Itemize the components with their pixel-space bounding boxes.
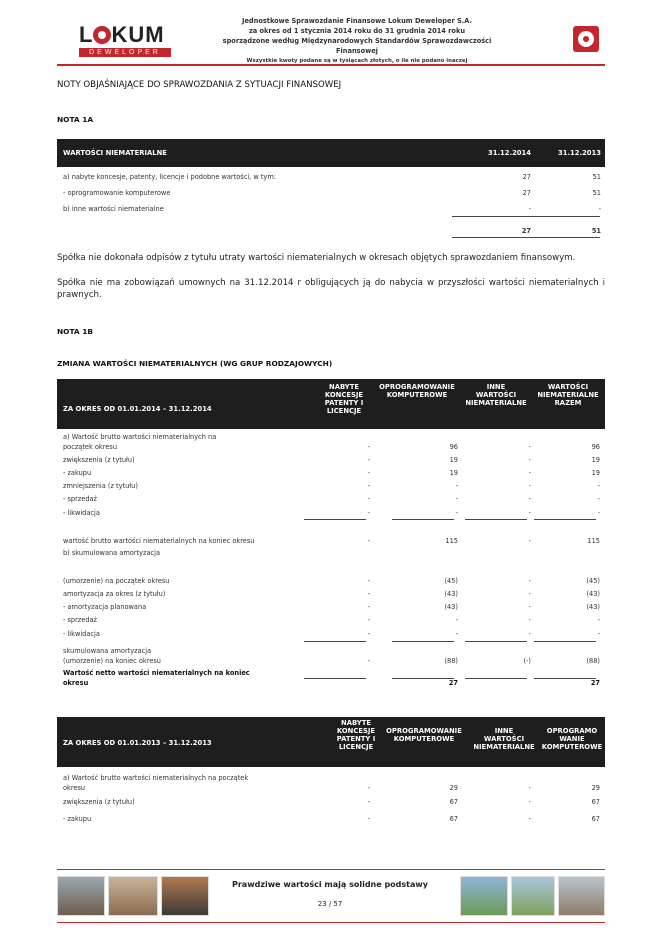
table-row: - oprogramowanie komputerowe 27 51 — [63, 189, 601, 197]
table-cell: - — [367, 537, 370, 545]
nota-1a-paragraph-2: Spółka nie ma zobowiązań umownych na 31.12.2014 r obligujących ją do nabycia w przyszłości wartości niematerialnych i prawnych. — [57, 278, 605, 300]
row-label: b) skumulowana amortyzacja — [63, 549, 160, 557]
table-cell: 19 — [449, 456, 458, 464]
table-cell: 67 — [449, 815, 458, 823]
table-cell: - — [367, 798, 370, 806]
row-label: a) Wartość brutto wartości niematerialnych na początek okresu — [63, 433, 217, 451]
table-cell: - — [528, 469, 531, 477]
row-label: - sprzedaż — [63, 495, 98, 503]
row-label: Wartość netto wartości niematerialnych na koniec okresu — [63, 669, 250, 687]
col-inne: INNE WARTOŚCI NIEMATERIALNE — [473, 727, 535, 751]
row-label: - likwidacja — [63, 509, 100, 517]
table-cell: 19 — [591, 456, 600, 464]
row-label: amortyzacja za okres (z tytułu) — [63, 590, 166, 598]
table-cell: 115 — [587, 537, 600, 545]
footer-photo — [161, 876, 209, 916]
table-cell: - — [528, 590, 531, 598]
row-label: (umorzenie) na początek okresu — [63, 577, 170, 585]
total-double-underline — [452, 237, 600, 238]
column-underline — [465, 641, 527, 642]
logo-o-icon — [93, 26, 111, 44]
table-cell: - — [528, 443, 531, 451]
period-2014: ZA OKRES OD 01.01.2014 – 31.12.2014 — [63, 405, 212, 413]
table-cell: (88) — [444, 657, 458, 665]
table-cell: 115 — [445, 537, 458, 545]
column-underline — [534, 519, 596, 520]
col-label: WARTOŚCI NIEMATERIALNE — [63, 149, 167, 157]
row-label: - amortyzacja planowana — [63, 603, 147, 611]
table-cell: - — [367, 495, 370, 503]
row-label: - sprzedaż — [63, 616, 98, 624]
table-cell: - — [528, 603, 531, 611]
row-label: - zakupu — [63, 469, 92, 477]
row-label: skumulowana amortyzacja (umorzenie) na koniec okresu — [63, 647, 161, 665]
table-cell: - — [597, 630, 600, 638]
company-logo — [79, 24, 179, 62]
column-underline — [392, 678, 454, 679]
table-cell: (43) — [444, 603, 458, 611]
table-cell: - — [528, 482, 531, 490]
header-text — [207, 16, 507, 66]
col-inne: INNE WARTOŚCI NIEMATERIALNE — [465, 383, 527, 407]
logo-subtitle: DEWELOPER — [79, 48, 171, 57]
header-line-1: Jednostkowe Sprawozdanie Finansowe Lokum Deweloper S.A. — [242, 17, 472, 25]
table-row: a) nabyte koncesje, patenty, licencje i podobne wartości, w tym: 27 51 — [63, 173, 601, 181]
table-cell: - — [367, 482, 370, 490]
col-licencje: NABYTE KONCESJE PATENTY I LICENCJE — [336, 719, 376, 751]
table-cell: 29 — [449, 784, 458, 792]
total-row: 27 51 — [521, 227, 601, 235]
footer-photo — [108, 876, 158, 916]
total-underline — [452, 216, 600, 217]
column-underline — [392, 641, 454, 642]
table-cell: - — [455, 630, 458, 638]
row-label: - likwidacja — [63, 630, 100, 638]
table-cell: (43) — [444, 590, 458, 598]
page-number: 23 / 57 — [317, 900, 343, 908]
table-cell: (45) — [444, 577, 458, 585]
table-cell: - — [367, 603, 370, 611]
table-cell: - — [367, 577, 370, 585]
table-cell: (-) — [523, 657, 531, 665]
period-2013: ZA OKRES OD 01.01.2013 – 31.12.2013 — [63, 739, 212, 747]
footer-divider — [57, 869, 605, 870]
table-cell: 67 — [449, 798, 458, 806]
table-cell: - — [367, 443, 370, 451]
row-label: zmniejszenia (z tytułu) — [63, 482, 138, 490]
table-cell: 19 — [449, 469, 458, 477]
table-cell: 67 — [591, 798, 600, 806]
col-oprogramowanie: OPROGRAMOWANIE KOMPUTEROWE — [386, 727, 462, 743]
table-cell: - — [455, 616, 458, 624]
table-cell: - — [528, 616, 531, 624]
table-cell: (45) — [586, 577, 600, 585]
header-divider — [57, 64, 605, 66]
nota-1a-paragraph-1: Spółka nie dokonała odpisów z tytułu utraty wartości niematerialnych w okresach objętych sprawozdaniem finansowym. — [57, 253, 576, 263]
table-cell: (43) — [586, 590, 600, 598]
table-cell: - — [528, 509, 531, 517]
row-label: wartość brutto wartości niematerialnych na koniec okresu — [63, 537, 255, 545]
table-2013-header — [57, 717, 605, 767]
main-heading: NOTY OBJAŚNIAJĄCE DO SPRAWOZDANIA Z SYTUACJI FINANSOWEJ — [57, 80, 342, 90]
table-cell: - — [597, 482, 600, 490]
table-cell: - — [597, 509, 600, 517]
column-underline — [304, 519, 366, 520]
table-cell: - — [367, 469, 370, 477]
column-underline — [304, 641, 366, 642]
table-cell: - — [367, 815, 370, 823]
footer-photo — [57, 876, 105, 916]
column-underline — [304, 678, 366, 679]
table-cell: 27 — [590, 679, 600, 687]
table-cell: - — [367, 657, 370, 665]
footer-slogan: Prawdziwe wartości mają solidne podstawy — [232, 880, 428, 889]
table-cell: 27 — [448, 679, 458, 687]
col-razem: WARTOŚCI NIEMATERIALNE RAZEM — [537, 383, 599, 407]
table-cell: 19 — [591, 469, 600, 477]
page-header — [57, 10, 605, 62]
col-oprogramowanie-2: OPROGRAMO WANIE KOMPUTEROWE — [541, 727, 603, 751]
table-cell: (88) — [586, 657, 600, 665]
column-underline — [534, 678, 596, 679]
col-oprogramowanie: OPROGRAMOWANIE KOMPUTEROWE — [379, 383, 455, 399]
nota-1a-table-header — [57, 139, 605, 167]
footer-photo — [460, 876, 508, 916]
table-cell: - — [367, 630, 370, 638]
table-cell: - — [597, 495, 600, 503]
footer-photo — [511, 876, 555, 916]
footer-photo — [558, 876, 605, 916]
table-cell: 96 — [449, 443, 458, 451]
table-cell: - — [455, 482, 458, 490]
header-line-2: za okres od 1 stycznia 2014 roku do 31 grudnia 2014 roku — [248, 27, 466, 35]
col-2013: 31.12.2013 — [558, 149, 601, 157]
header-line-3: sporządzone według Międzynarodowych Standardów Sprawozdawczości Finansowej — [222, 37, 492, 55]
nota-1b-title: NOTA 1B — [57, 327, 94, 336]
nota-1a-title: NOTA 1A — [57, 115, 94, 124]
table-cell: - — [528, 456, 531, 464]
col-licencje: NABYTE KONCESJE PATENTY I LICENCJE — [324, 383, 364, 415]
table-cell: - — [367, 509, 370, 517]
row-label: a) Wartość brutto wartości niematerialnych na początek okresu — [63, 774, 249, 792]
table-cell: - — [528, 798, 531, 806]
table-row: b) inne wartości niematerialne - - — [63, 205, 601, 213]
column-underline — [465, 678, 527, 679]
logo-wordmark: L KUM — [79, 22, 165, 47]
table-cell: - — [455, 495, 458, 503]
table-cell: - — [528, 537, 531, 545]
row-label: - zakupu — [63, 815, 92, 823]
table-2014-header — [57, 379, 605, 429]
header-line-4: Wszystkie kwoty podane są w tysiącach złotych, o ile nie podano inaczej — [246, 58, 468, 64]
nota-1b-subtitle: ZMIANA WARTOŚCI NIEMATERIALNYCH (WG GRUP RODZAJOWYCH) — [57, 359, 333, 368]
table-cell: - — [528, 577, 531, 585]
table-cell: 29 — [591, 784, 600, 792]
table-cell: - — [528, 784, 531, 792]
table-cell: - — [597, 616, 600, 624]
row-label: zwiększenia (z tytułu) — [63, 456, 135, 464]
table-cell: (43) — [586, 603, 600, 611]
table-cell: 67 — [591, 815, 600, 823]
table-cell: 96 — [591, 443, 600, 451]
column-underline — [534, 641, 596, 642]
table-cell: - — [528, 815, 531, 823]
table-cell: - — [367, 590, 370, 598]
table-cell: - — [367, 456, 370, 464]
col-2014: 31.12.2014 — [488, 149, 531, 157]
table-cell: - — [367, 616, 370, 624]
table-cell: - — [367, 784, 370, 792]
brand-badge-icon — [573, 26, 599, 52]
row-label: zwiększenia (z tytułu) — [63, 798, 135, 806]
column-underline — [465, 519, 527, 520]
column-underline — [392, 519, 454, 520]
footer-bottom-divider — [57, 922, 605, 923]
table-cell: - — [528, 495, 531, 503]
table-cell: - — [528, 630, 531, 638]
table-cell: - — [455, 509, 458, 517]
